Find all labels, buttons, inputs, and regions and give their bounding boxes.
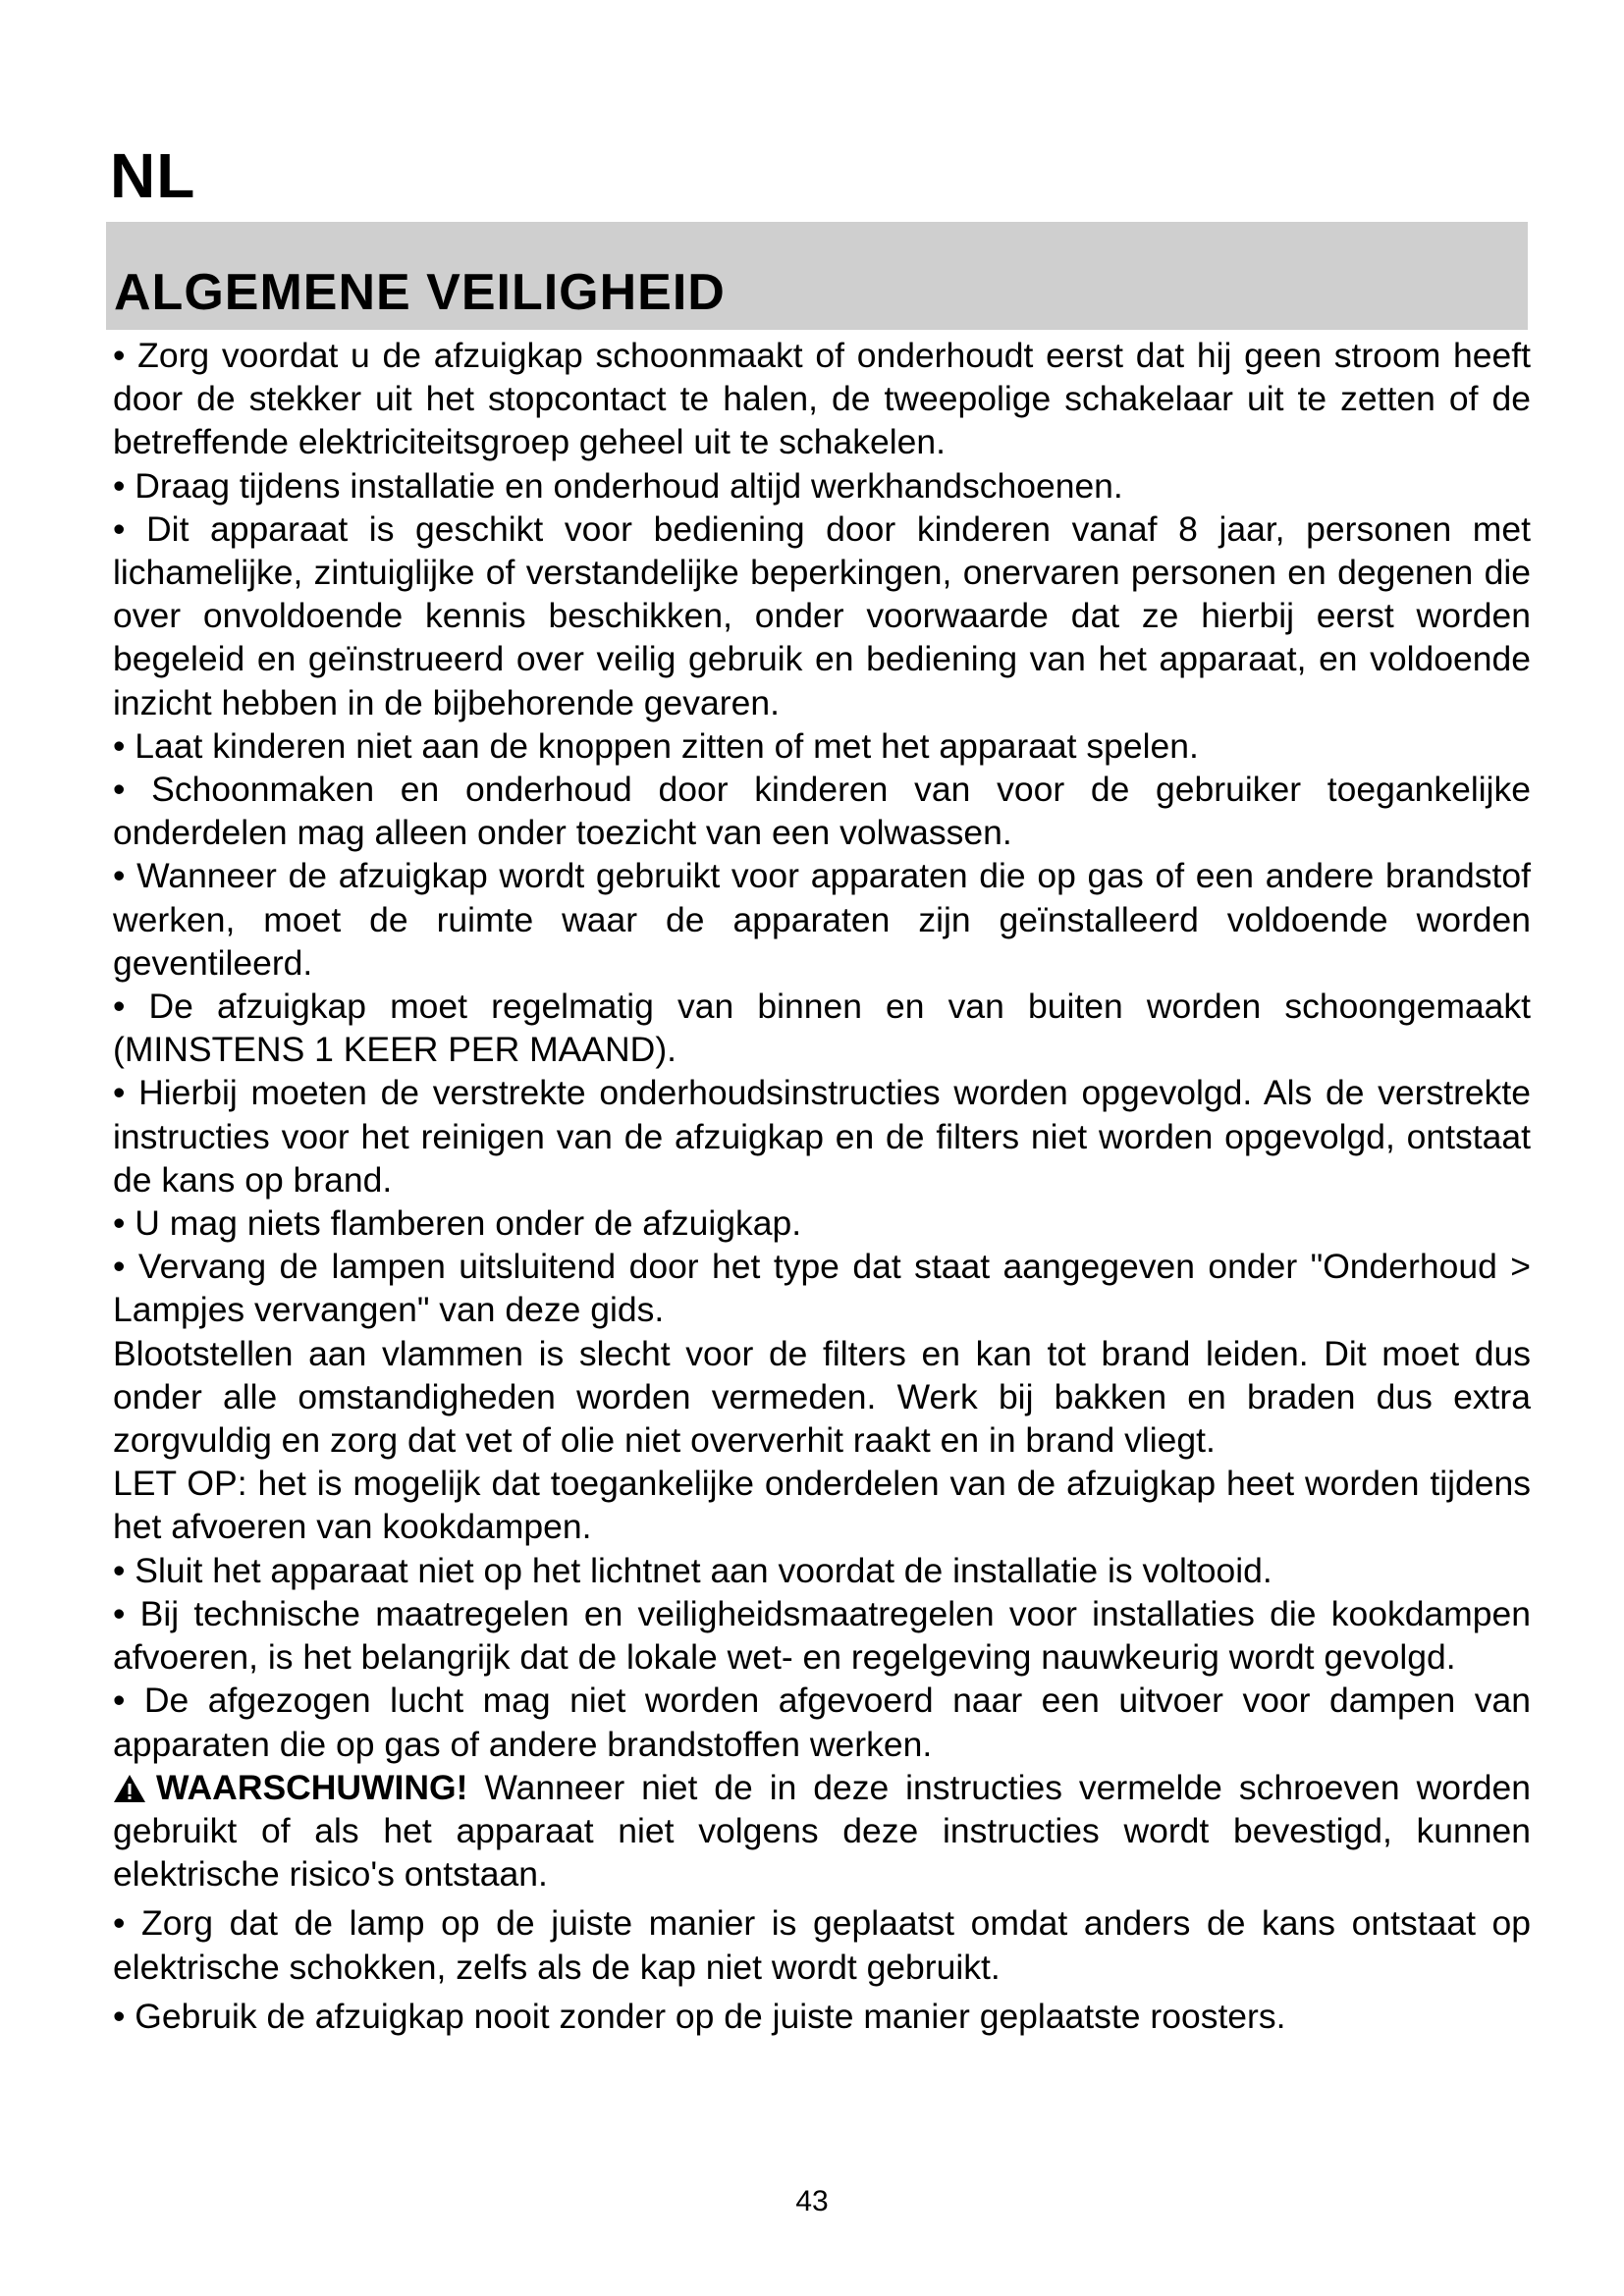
paragraph: • De afzuigkap moet regelmatig van binnen en van buiten worden schoongemaakt (MINSTENS 1 KEER PER MAAND). bbox=[113, 987, 1531, 1070]
language-code: NL bbox=[110, 140, 196, 211]
paragraph: • U mag niets flamberen onder de afzuigkap. bbox=[113, 1203, 802, 1244]
paragraph: • Zorg dat de lamp op de juiste manier is geplaatst omdat anders de kans ontstaat op elektrische schokken, zelfs als de kap niet wordt gebruikt. bbox=[113, 1903, 1531, 1987]
paragraph: • Schoonmaken en onderhoud door kinderen van voor de gebruiker toegankelijke onderdelen mag alleen onder toezicht van een volwassen. bbox=[113, 770, 1531, 853]
paragraph: • Hierbij moeten de verstrekte onderhoudsinstructies worden opgevolgd. Als de verstrekte instructies voor het reinigen van de afzuigkap en de filters niet worden opgevolgd, ontstaat de kans op brand. bbox=[113, 1073, 1531, 1200]
paragraph: • Wanneer de afzuigkap wordt gebruikt voor apparaten die op gas of een andere brandstof werken, moet de ruimte waar de apparaten zijn geïnstalleerd voldoende worden geventileerd. bbox=[113, 856, 1531, 983]
paragraph: Blootstellen aan vlammen is slecht voor de filters en kan tot brand leiden. Dit moet dus onder alle omstandigheden worden vermeden. Werk bij bakken en braden dus extra zorgvuldig en zorg dat vet of olie niet oververhit raakt en in brand vliegt. bbox=[113, 1333, 1531, 1461]
paragraph: • Dit apparaat is geschikt voor bediening door kinderen vanaf 8 jaar, personen met lichamelijke, zintuiglijke of verstandelijke beperkingen, onervaren personen en degenen die over onvoldoende kennis beschikken, onder voorwaarde dat ze hierbij eerst worden begeleid en geïnstrueerd over veilig gebruik en bediening van het apparaat, en voldoende inzicht hebben in de bijbehorende gevaren. bbox=[113, 508, 1531, 722]
paragraph: • Laat kinderen niet aan de knoppen zitten of met het apparaat spelen. bbox=[113, 725, 1199, 766]
warning-paragraph bbox=[113, 1766, 1531, 1896]
paragraph: • Vervang de lampen uitsluitend door het type dat staat aangegeven onder "Onderhoud > Lampjes vervangen" van deze gids. bbox=[113, 1247, 1531, 1330]
warning-label: WAARSCHUWING! bbox=[156, 1767, 468, 1807]
paragraph: • Bij technische maatregelen en veiligheidsmaatregelen voor installaties die kookdampen afvoeren, is het belangrijk dat de lokale wet- en regelgeving nauwkeurig wordt gevolgd. bbox=[113, 1593, 1531, 1678]
warning-triangle-icon bbox=[113, 1774, 146, 1803]
paragraph: • Sluit het apparaat niet op het lichtnet aan voordat de installatie is voltooid. bbox=[113, 1550, 1272, 1590]
paragraph: • De afgezogen lucht mag niet worden afgevoerd naar een uitvoer voor dampen van apparaten die op gas of andere brandstoffen werken. bbox=[113, 1681, 1531, 1764]
section-title: ALGEMENE VEILIGHEID bbox=[114, 264, 726, 321]
paragraph: • Gebruik de afzuigkap nooit zonder op de juiste manier geplaatste roosters. bbox=[113, 1996, 1286, 2036]
paragraph: LET OP: het is mogelijk dat toegankelijke onderdelen van de afzuigkap heet worden tijdens het afvoeren van kookdampen. bbox=[113, 1464, 1531, 1547]
safety-text bbox=[113, 334, 1531, 2038]
warning-text: Wanneer niet de in deze instructies vermelde schroeven worden gebruikt of als het apparaat niet volgens deze instructies wordt bevestigd, kunnen elektrische risico's ontstaan. bbox=[113, 1767, 1531, 1895]
page-number: 43 bbox=[795, 2185, 829, 2217]
paragraph: • Zorg voordat u de afzuigkap schoonmaakt of onderhoudt eerst dat hij geen stroom heeft door de stekker uit het stopcontact te halen, de tweepolige schakelaar uit te zetten of de betreffende elektriciteitsgroep geheel uit te schakelen. bbox=[113, 336, 1531, 462]
paragraph: • Draag tijdens installatie en onderhoud altijd werkhandschoenen. bbox=[113, 465, 1123, 506]
